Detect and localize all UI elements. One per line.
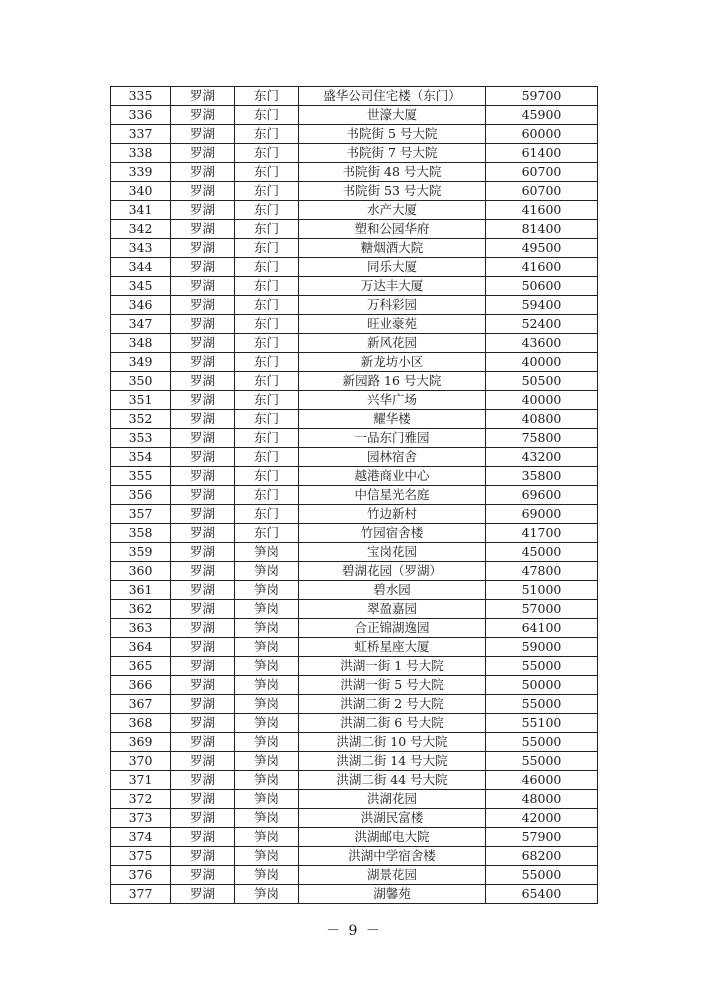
street-cell: 笋岗 bbox=[235, 600, 299, 619]
price-cell: 45900 bbox=[486, 106, 598, 125]
property-name-cell: 新风花园 bbox=[299, 334, 486, 353]
row-number-cell: 371 bbox=[111, 771, 171, 790]
table-row bbox=[111, 543, 598, 562]
row-number-cell: 363 bbox=[111, 619, 171, 638]
street-cell: 东门 bbox=[235, 182, 299, 201]
district-cell: 罗湖 bbox=[171, 562, 235, 581]
price-cell: 41600 bbox=[486, 201, 598, 220]
table-row bbox=[111, 505, 598, 524]
table-row bbox=[111, 106, 598, 125]
table-row bbox=[111, 638, 598, 657]
price-cell: 48000 bbox=[486, 790, 598, 809]
property-name-cell: 湖景花园 bbox=[299, 866, 486, 885]
price-cell: 40000 bbox=[486, 353, 598, 372]
table-row bbox=[111, 733, 598, 752]
street-cell: 笋岗 bbox=[235, 562, 299, 581]
table-row bbox=[111, 771, 598, 790]
row-number-cell: 347 bbox=[111, 315, 171, 334]
street-cell: 东门 bbox=[235, 239, 299, 258]
row-number-cell: 339 bbox=[111, 163, 171, 182]
district-cell: 罗湖 bbox=[171, 391, 235, 410]
price-cell: 41700 bbox=[486, 524, 598, 543]
row-number-cell: 362 bbox=[111, 600, 171, 619]
district-cell: 罗湖 bbox=[171, 372, 235, 391]
street-cell: 东门 bbox=[235, 258, 299, 277]
street-cell: 笋岗 bbox=[235, 866, 299, 885]
price-cell: 55000 bbox=[486, 733, 598, 752]
property-name-cell: 塑和公园华府 bbox=[299, 220, 486, 239]
row-number-cell: 368 bbox=[111, 714, 171, 733]
row-number-cell: 345 bbox=[111, 277, 171, 296]
price-cell: 41600 bbox=[486, 258, 598, 277]
street-cell: 笋岗 bbox=[235, 847, 299, 866]
price-cell: 59000 bbox=[486, 638, 598, 657]
row-number-cell: 376 bbox=[111, 866, 171, 885]
table-row bbox=[111, 676, 598, 695]
price-cell: 60000 bbox=[486, 125, 598, 144]
table-row bbox=[111, 391, 598, 410]
row-number-cell: 367 bbox=[111, 695, 171, 714]
district-cell: 罗湖 bbox=[171, 182, 235, 201]
row-number-cell: 350 bbox=[111, 372, 171, 391]
row-number-cell: 346 bbox=[111, 296, 171, 315]
street-cell: 东门 bbox=[235, 106, 299, 125]
street-cell: 笋岗 bbox=[235, 828, 299, 847]
table-row bbox=[111, 562, 598, 581]
district-cell: 罗湖 bbox=[171, 410, 235, 429]
district-cell: 罗湖 bbox=[171, 695, 235, 714]
district-cell: 罗湖 bbox=[171, 619, 235, 638]
price-cell: 49500 bbox=[486, 239, 598, 258]
property-name-cell: 耀华楼 bbox=[299, 410, 486, 429]
property-name-cell: 书院街 7 号大院 bbox=[299, 144, 486, 163]
property-name-cell: 碧湖花园（罗湖） bbox=[299, 562, 486, 581]
table-row bbox=[111, 847, 598, 866]
row-number-cell: 364 bbox=[111, 638, 171, 657]
price-cell: 40000 bbox=[486, 391, 598, 410]
property-name-cell: 园林宿舍 bbox=[299, 448, 486, 467]
table-row bbox=[111, 866, 598, 885]
district-cell: 罗湖 bbox=[171, 809, 235, 828]
district-cell: 罗湖 bbox=[171, 315, 235, 334]
property-name-cell: 竹边新村 bbox=[299, 505, 486, 524]
table-row bbox=[111, 714, 598, 733]
street-cell: 东门 bbox=[235, 201, 299, 220]
table-row bbox=[111, 125, 598, 144]
street-cell: 东门 bbox=[235, 467, 299, 486]
district-cell: 罗湖 bbox=[171, 581, 235, 600]
property-name-cell: 盛华公司住宅楼（东门） bbox=[299, 87, 486, 106]
property-name-cell: 书院街 48 号大院 bbox=[299, 163, 486, 182]
property-name-cell: 万科彩园 bbox=[299, 296, 486, 315]
price-cell: 55000 bbox=[486, 866, 598, 885]
table-row bbox=[111, 790, 598, 809]
district-cell: 罗湖 bbox=[171, 657, 235, 676]
property-name-cell: 洪湖二街 44 号大院 bbox=[299, 771, 486, 790]
property-name-cell: 旺业豪苑 bbox=[299, 315, 486, 334]
property-name-cell: 翠盈嘉园 bbox=[299, 600, 486, 619]
table-row bbox=[111, 809, 598, 828]
price-cell: 59700 bbox=[486, 87, 598, 106]
price-cell: 40800 bbox=[486, 410, 598, 429]
table-row bbox=[111, 296, 598, 315]
street-cell: 笋岗 bbox=[235, 638, 299, 657]
street-cell: 笋岗 bbox=[235, 771, 299, 790]
price-cell: 50600 bbox=[486, 277, 598, 296]
street-cell: 笋岗 bbox=[235, 619, 299, 638]
price-cell: 59400 bbox=[486, 296, 598, 315]
price-cell: 43600 bbox=[486, 334, 598, 353]
table-row bbox=[111, 657, 598, 676]
row-number-cell: 349 bbox=[111, 353, 171, 372]
property-name-cell: 书院街 53 号大院 bbox=[299, 182, 486, 201]
price-cell: 35800 bbox=[486, 467, 598, 486]
price-cell: 45000 bbox=[486, 543, 598, 562]
street-cell: 笋岗 bbox=[235, 714, 299, 733]
district-cell: 罗湖 bbox=[171, 828, 235, 847]
property-name-cell: 同乐大厦 bbox=[299, 258, 486, 277]
property-name-cell: 糖烟酒大院 bbox=[299, 239, 486, 258]
row-number-cell: 361 bbox=[111, 581, 171, 600]
property-name-cell: 洪湖花园 bbox=[299, 790, 486, 809]
street-cell: 笋岗 bbox=[235, 657, 299, 676]
row-number-cell: 348 bbox=[111, 334, 171, 353]
table-row bbox=[111, 429, 598, 448]
property-name-cell: 宝岗花园 bbox=[299, 543, 486, 562]
property-name-cell: 洪湖二街 6 号大院 bbox=[299, 714, 486, 733]
reference-price-table bbox=[110, 86, 598, 904]
property-name-cell: 洪湖一街 5 号大院 bbox=[299, 676, 486, 695]
street-cell: 东门 bbox=[235, 353, 299, 372]
district-cell: 罗湖 bbox=[171, 752, 235, 771]
street-cell: 东门 bbox=[235, 429, 299, 448]
row-number-cell: 353 bbox=[111, 429, 171, 448]
table-row bbox=[111, 524, 598, 543]
table-row bbox=[111, 885, 598, 904]
district-cell: 罗湖 bbox=[171, 714, 235, 733]
price-cell: 50500 bbox=[486, 372, 598, 391]
price-cell: 68200 bbox=[486, 847, 598, 866]
row-number-cell: 358 bbox=[111, 524, 171, 543]
price-cell: 55000 bbox=[486, 752, 598, 771]
property-name-cell: 中信星光名庭 bbox=[299, 486, 486, 505]
property-name-cell: 洪湖邮电大院 bbox=[299, 828, 486, 847]
page-number: － 9 － bbox=[326, 923, 382, 939]
street-cell: 东门 bbox=[235, 315, 299, 334]
table-row bbox=[111, 372, 598, 391]
street-cell: 东门 bbox=[235, 163, 299, 182]
property-name-cell: 湖馨苑 bbox=[299, 885, 486, 904]
table-row bbox=[111, 87, 598, 106]
district-cell: 罗湖 bbox=[171, 847, 235, 866]
street-cell: 东门 bbox=[235, 391, 299, 410]
district-cell: 罗湖 bbox=[171, 600, 235, 619]
property-name-cell: 世濠大厦 bbox=[299, 106, 486, 125]
district-cell: 罗湖 bbox=[171, 334, 235, 353]
street-cell: 笋岗 bbox=[235, 676, 299, 695]
street-cell: 东门 bbox=[235, 334, 299, 353]
row-number-cell: 377 bbox=[111, 885, 171, 904]
district-cell: 罗湖 bbox=[171, 277, 235, 296]
row-number-cell: 366 bbox=[111, 676, 171, 695]
street-cell: 东门 bbox=[235, 125, 299, 144]
district-cell: 罗湖 bbox=[171, 429, 235, 448]
street-cell: 笋岗 bbox=[235, 752, 299, 771]
district-cell: 罗湖 bbox=[171, 638, 235, 657]
district-cell: 罗湖 bbox=[171, 87, 235, 106]
price-cell: 42000 bbox=[486, 809, 598, 828]
street-cell: 笋岗 bbox=[235, 695, 299, 714]
property-name-cell: 水产大厦 bbox=[299, 201, 486, 220]
table-row bbox=[111, 258, 598, 277]
price-cell: 51000 bbox=[486, 581, 598, 600]
price-cell: 61400 bbox=[486, 144, 598, 163]
price-cell: 69600 bbox=[486, 486, 598, 505]
district-cell: 罗湖 bbox=[171, 125, 235, 144]
district-cell: 罗湖 bbox=[171, 524, 235, 543]
district-cell: 罗湖 bbox=[171, 448, 235, 467]
price-cell: 43200 bbox=[486, 448, 598, 467]
district-cell: 罗湖 bbox=[171, 771, 235, 790]
table-row bbox=[111, 448, 598, 467]
district-cell: 罗湖 bbox=[171, 885, 235, 904]
property-name-cell: 新园路 16 号大院 bbox=[299, 372, 486, 391]
table-row bbox=[111, 410, 598, 429]
table-row bbox=[111, 353, 598, 372]
property-name-cell: 越港商业中心 bbox=[299, 467, 486, 486]
row-number-cell: 338 bbox=[111, 144, 171, 163]
table-row bbox=[111, 144, 598, 163]
district-cell: 罗湖 bbox=[171, 733, 235, 752]
row-number-cell: 365 bbox=[111, 657, 171, 676]
table-row bbox=[111, 334, 598, 353]
price-cell: 64100 bbox=[486, 619, 598, 638]
row-number-cell: 337 bbox=[111, 125, 171, 144]
row-number-cell: 359 bbox=[111, 543, 171, 562]
row-number-cell: 336 bbox=[111, 106, 171, 125]
price-cell: 55100 bbox=[486, 714, 598, 733]
district-cell: 罗湖 bbox=[171, 296, 235, 315]
district-cell: 罗湖 bbox=[171, 543, 235, 562]
district-cell: 罗湖 bbox=[171, 790, 235, 809]
district-cell: 罗湖 bbox=[171, 353, 235, 372]
table-row bbox=[111, 277, 598, 296]
table-row bbox=[111, 182, 598, 201]
table-row bbox=[111, 600, 598, 619]
price-cell: 75800 bbox=[486, 429, 598, 448]
street-cell: 笋岗 bbox=[235, 543, 299, 562]
district-cell: 罗湖 bbox=[171, 486, 235, 505]
row-number-cell: 344 bbox=[111, 258, 171, 277]
row-number-cell: 335 bbox=[111, 87, 171, 106]
price-cell: 60700 bbox=[486, 163, 598, 182]
price-cell: 65400 bbox=[486, 885, 598, 904]
street-cell: 东门 bbox=[235, 448, 299, 467]
street-cell: 东门 bbox=[235, 87, 299, 106]
price-cell: 60700 bbox=[486, 182, 598, 201]
price-cell: 81400 bbox=[486, 220, 598, 239]
street-cell: 东门 bbox=[235, 524, 299, 543]
table-row bbox=[111, 467, 598, 486]
district-cell: 罗湖 bbox=[171, 505, 235, 524]
table-row bbox=[111, 486, 598, 505]
price-cell: 57900 bbox=[486, 828, 598, 847]
price-cell: 69000 bbox=[486, 505, 598, 524]
table-row bbox=[111, 828, 598, 847]
district-cell: 罗湖 bbox=[171, 106, 235, 125]
table-row bbox=[111, 752, 598, 771]
table-body bbox=[111, 87, 598, 904]
district-cell: 罗湖 bbox=[171, 467, 235, 486]
table-row bbox=[111, 315, 598, 334]
row-number-cell: 340 bbox=[111, 182, 171, 201]
price-cell: 47800 bbox=[486, 562, 598, 581]
row-number-cell: 355 bbox=[111, 467, 171, 486]
table-row bbox=[111, 581, 598, 600]
row-number-cell: 360 bbox=[111, 562, 171, 581]
property-name-cell: 书院街 5 号大院 bbox=[299, 125, 486, 144]
property-name-cell: 竹园宿舍楼 bbox=[299, 524, 486, 543]
row-number-cell: 370 bbox=[111, 752, 171, 771]
district-cell: 罗湖 bbox=[171, 676, 235, 695]
district-cell: 罗湖 bbox=[171, 220, 235, 239]
district-cell: 罗湖 bbox=[171, 866, 235, 885]
street-cell: 东门 bbox=[235, 277, 299, 296]
price-cell: 55000 bbox=[486, 657, 598, 676]
row-number-cell: 351 bbox=[111, 391, 171, 410]
row-number-cell: 342 bbox=[111, 220, 171, 239]
price-cell: 55000 bbox=[486, 695, 598, 714]
street-cell: 笋岗 bbox=[235, 733, 299, 752]
street-cell: 东门 bbox=[235, 220, 299, 239]
row-number-cell: 375 bbox=[111, 847, 171, 866]
street-cell: 笋岗 bbox=[235, 809, 299, 828]
price-cell: 57000 bbox=[486, 600, 598, 619]
property-name-cell: 碧水园 bbox=[299, 581, 486, 600]
street-cell: 笋岗 bbox=[235, 581, 299, 600]
price-cell: 46000 bbox=[486, 771, 598, 790]
district-cell: 罗湖 bbox=[171, 201, 235, 220]
price-cell: 50000 bbox=[486, 676, 598, 695]
district-cell: 罗湖 bbox=[171, 258, 235, 277]
price-cell: 52400 bbox=[486, 315, 598, 334]
property-name-cell: 一品东门雅园 bbox=[299, 429, 486, 448]
property-name-cell: 洪湖中学宿舍楼 bbox=[299, 847, 486, 866]
property-name-cell: 新龙坊小区 bbox=[299, 353, 486, 372]
table-row bbox=[111, 239, 598, 258]
row-number-cell: 354 bbox=[111, 448, 171, 467]
street-cell: 笋岗 bbox=[235, 885, 299, 904]
row-number-cell: 374 bbox=[111, 828, 171, 847]
district-cell: 罗湖 bbox=[171, 239, 235, 258]
table-row bbox=[111, 163, 598, 182]
table-row bbox=[111, 695, 598, 714]
table-row bbox=[111, 220, 598, 239]
street-cell: 东门 bbox=[235, 505, 299, 524]
row-number-cell: 373 bbox=[111, 809, 171, 828]
row-number-cell: 343 bbox=[111, 239, 171, 258]
property-name-cell: 洪湖二街 10 号大院 bbox=[299, 733, 486, 752]
street-cell: 东门 bbox=[235, 372, 299, 391]
property-name-cell: 洪湖二街 14 号大院 bbox=[299, 752, 486, 771]
table-row bbox=[111, 201, 598, 220]
district-cell: 罗湖 bbox=[171, 163, 235, 182]
row-number-cell: 356 bbox=[111, 486, 171, 505]
district-cell: 罗湖 bbox=[171, 144, 235, 163]
property-name-cell: 虹桥星座大厦 bbox=[299, 638, 486, 657]
street-cell: 笋岗 bbox=[235, 790, 299, 809]
row-number-cell: 357 bbox=[111, 505, 171, 524]
property-name-cell: 洪湖民富楼 bbox=[299, 809, 486, 828]
street-cell: 东门 bbox=[235, 410, 299, 429]
property-name-cell: 万达丰大厦 bbox=[299, 277, 486, 296]
row-number-cell: 372 bbox=[111, 790, 171, 809]
property-name-cell: 合正锦湖逸园 bbox=[299, 619, 486, 638]
row-number-cell: 341 bbox=[111, 201, 171, 220]
street-cell: 东门 bbox=[235, 486, 299, 505]
property-name-cell: 洪湖一街 1 号大院 bbox=[299, 657, 486, 676]
street-cell: 东门 bbox=[235, 144, 299, 163]
property-name-cell: 洪湖二街 2 号大院 bbox=[299, 695, 486, 714]
street-cell: 东门 bbox=[235, 296, 299, 315]
row-number-cell: 352 bbox=[111, 410, 171, 429]
property-name-cell: 兴华广场 bbox=[299, 391, 486, 410]
table-row bbox=[111, 619, 598, 638]
row-number-cell: 369 bbox=[111, 733, 171, 752]
